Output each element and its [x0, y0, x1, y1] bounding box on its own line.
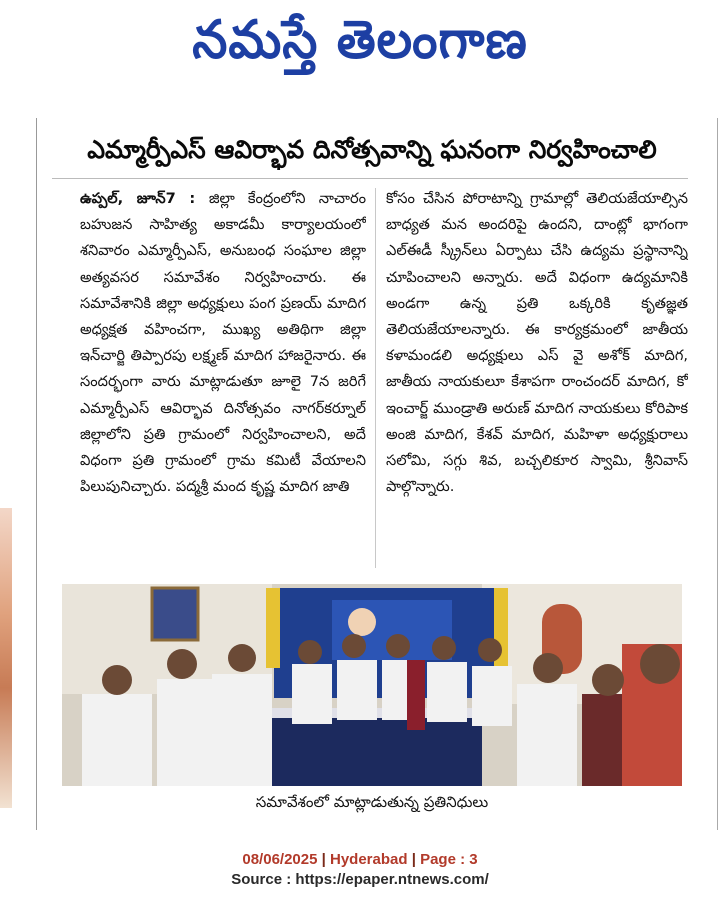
article-column-left — [80, 186, 366, 574]
footer-meta-line — [0, 850, 720, 870]
photo-caption: సమావేశంలో మాట్లాడుతున్న ప్రతినిధులు — [255, 793, 489, 811]
footer-separator: | — [321, 851, 330, 868]
dateline: ఉప్పల్‌, జూన్‌7 : — [80, 190, 209, 207]
edition-city: Hyderabad — [330, 851, 408, 868]
article-body-left: జిల్లా కేంద్రంలోని నాచారం బహుజన సాహిత్య అకాడమీ కార్యాలయంలో శనివారం ఎమ్మార్పీఎస్‌, అనుబంధ సంఘాల జిల్లా అత్యవసర సమావేశం నిర్వహించారు. ఈ సమావేశానికి జిల్లా అధ్యక్షులు పంగ ప్రణయ్‌ మాదిగ అధ్యక్షత వహించగా, ముఖ్య అతిథిగా జిల్లా ఇన్‌చార్జి తిప్పారపు లక్ష్మణ్‌ మాదిగ హాజరైనారు. ఈ సందర్భంగా వారు మాట్లాడుతూ జూలై 7న జరిగే ఎమ్మార్పీఎస్‌ ఆవిర్భావ దినోత్సవం నాగర్‌కర్నూల్‌ జిల్లాలోని ప్రతి గ్రామంలో నిర్వహించాలని, అదే విధంగా ప్రతి గ్రామంలో గ్రామ కమిటీ వేయాలని పిలుపునిచ్చారు. పద్మశ్రీ మంద కృష్ణ మాదిగ జాతి — [80, 190, 366, 496]
footer-separator: | — [411, 851, 421, 868]
epaper-footer — [0, 850, 720, 906]
clipped-text-strip — [0, 94, 720, 108]
article-headline: ఎమ్మార్పీఎస్‌ ఆవిర్భావ దినోత్సవాన్ని ఘనంగా నిర్వహించాలి — [87, 135, 657, 164]
masthead — [0, 0, 720, 92]
publication-date: 08/06/2025 — [242, 851, 318, 868]
article-body-right: కోసం చేసిన పోరాటాన్ని గ్రామాల్లో తెలియజేయాల్సిన బాధ్యత మన అందరిపై ఉందని, దాంట్లో భాగంగా ఎల్‌ఈడీ స్క్రీన్‌లు ఏర్పాటు చేసి ఉద్యమ ప్రస్థానాన్ని చూపించాలని అన్నారు. అదే విధంగా ఉద్యమానికి అండగా ఉన్న ప్రతి ఒక్కరికి కృతజ్ఞత తెలియజేయాలన్నారు. ఈ కార్యక్రమంలో జాతీయ కళామండలి అధ్యక్షులు ఎస్‌ వై అశోక్‌ మాదిగ, జాతీయ నాయకులూ కేశాపగా రాంచందర్‌ మాదిగ, కో ఇంచార్జ్‌ ముండ్రాతి అరుణ్‌ మాదిగ నాయకులు కోరిపాక అంజి మాదిగ, కేశవ్‌ మాదిగ, మహిళా అధ్యక్షురాలు సలోమి, సగ్గు శివ, బచ్చలికూర స్వామి, శ్రీనివాస్‌ పాల్గొన్నారు. — [386, 190, 688, 496]
newspaper-logo: నమస్తే తెలంగాణ — [192, 8, 528, 70]
page-number: Page : 3 — [420, 851, 478, 868]
headline-rule — [52, 178, 688, 179]
adjacent-article-fragment — [0, 118, 34, 830]
column-divider — [375, 188, 376, 568]
group-photo — [62, 584, 682, 786]
article-column-right — [386, 186, 688, 574]
adjacent-photo-fragment — [0, 508, 12, 808]
source-link[interactable]: Source : https://epaper.ntnews.com/ — [231, 871, 489, 888]
